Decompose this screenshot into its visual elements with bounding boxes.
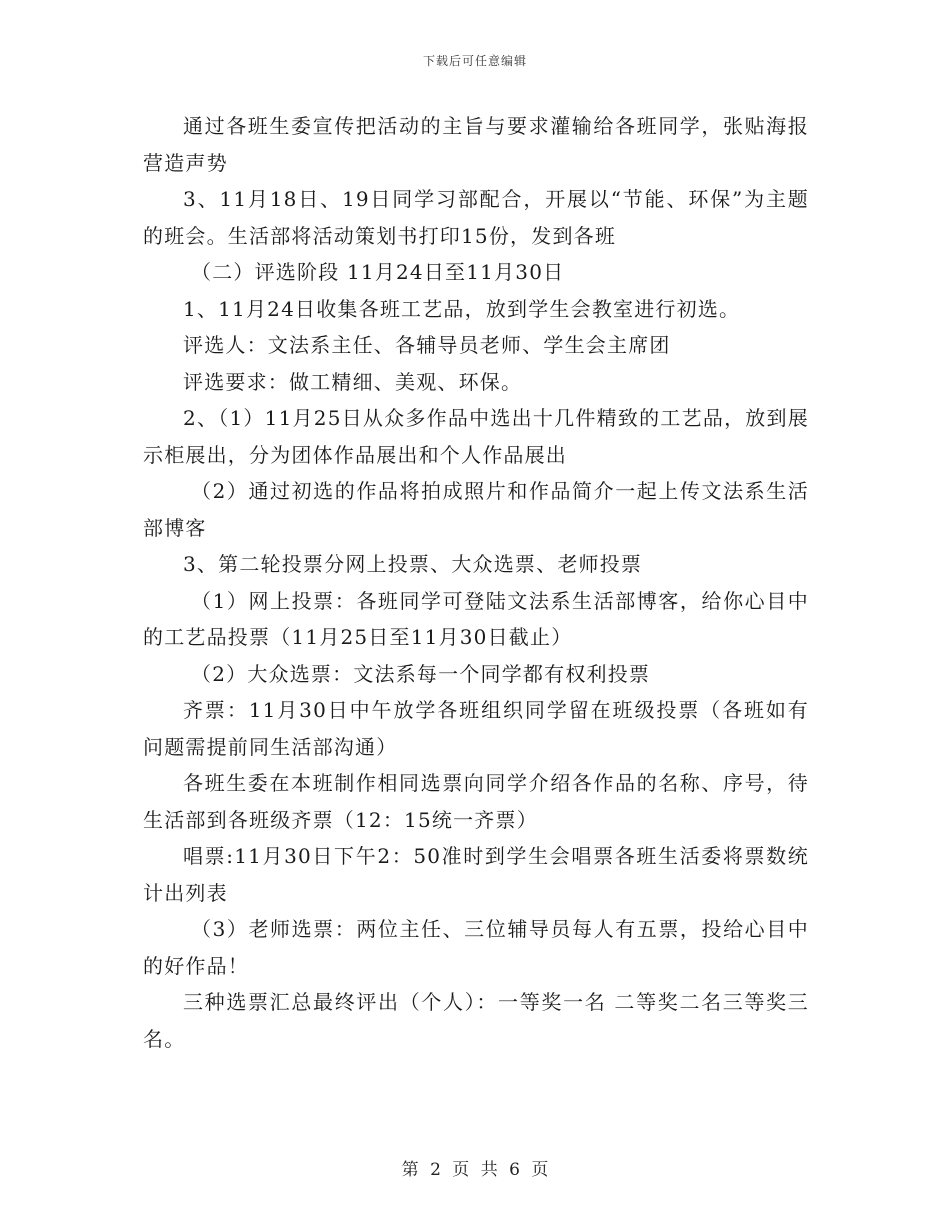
paragraph-awards: 三种选票汇总最终评出（个人）：一等奖一名 二等奖二名三等奖三名。 (143, 990, 809, 1051)
paragraph-ballot-preparation: 各班生委在本班制作相同选票向同学介绍各作品的名称、序号，待生活部到各班级齐票（12：15统一齐票） (143, 771, 809, 832)
paragraph-class-meeting: 3、11月18日、19日同学习部配合，开展以“节能、环保”为主题的班会。生活部将活动策划书打印15份，发到各班 (143, 187, 809, 248)
paragraph-teacher-voting: （3）老师选票：两位主任、三位辅导员每人有五票，投给心目中的好作品！ (143, 917, 809, 978)
page-number: 第 2 页 共 6 页 (401, 1160, 549, 1180)
paragraph-collect-crafts: 1、11月24日收集各班工艺品，放到学生会教室进行初选。 (183, 296, 741, 321)
paragraph-online-voting: （1）网上投票：各班同学可登陆文法系生活部博客，给你心目中的工艺品投票（11月25日至11月30日截止） (143, 588, 809, 649)
paragraph-exhibition: 2、（1）11月25日从众多作品中选出十几件精致的工艺品，放到展示柜展出，分为团体作品展出和个人作品展出 (143, 406, 809, 467)
document-body (143, 108, 809, 1057)
paragraph-public-voting: （2）大众选票：文法系每一个同学都有权利投票 (191, 661, 651, 686)
paragraph-ballot-collection: 齐票：11月30日中午放学各班组织同学留在班级投票（各班如有问题需提前同生活部沟通） (143, 698, 809, 759)
paragraph-photos-upload: （2）通过初选的作品将拍成照片和作品简介一起上传文法系生活部博客 (143, 479, 809, 540)
paragraph-judges: 评选人：文法系主任、各辅导员老师、学生会主席团 (183, 333, 671, 357)
paragraph-vote-counting: 唱票:11月30日下午2：50准时到学生会唱票各班生活委将票数统计出列表 (143, 844, 809, 905)
paragraph-publicity: 通过各班生委宣传把活动的主旨与要求灌输给各班同学，张贴海报营造声势 (143, 114, 809, 175)
paragraph-requirements: 评选要求：做工精细、美观、环保。 (183, 369, 523, 394)
paragraph-selection-stage: （二）评选阶段 11月24日至11月30日 (191, 260, 565, 284)
paragraph-second-round: 3、第二轮投票分网上投票、大众选票、老师投票 (183, 552, 643, 576)
page-header-note: 下载后可任意编辑 (422, 54, 527, 68)
